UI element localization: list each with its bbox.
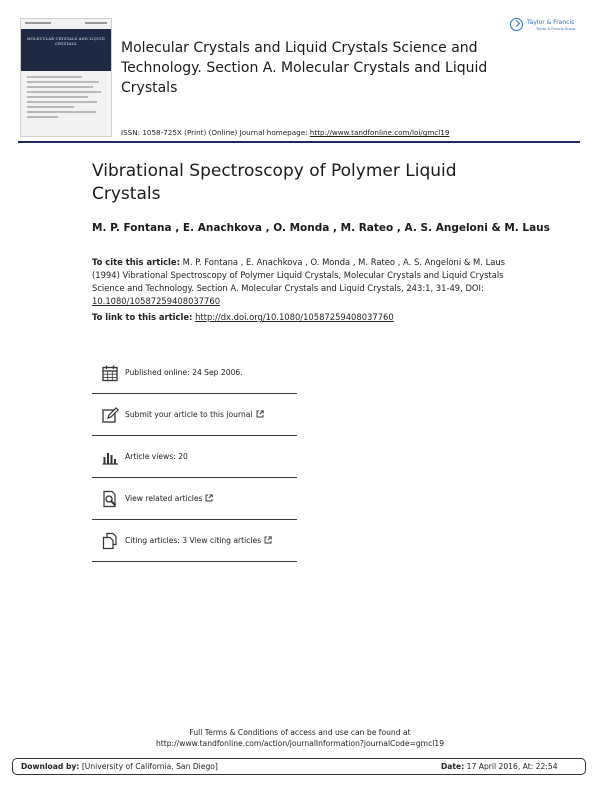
downloaded-by — [21, 762, 218, 771]
citation-block — [92, 256, 506, 308]
article-authors: M. P. Fontana , E. Anachkova , O. Monda , M. Rateo , A. S. Angeloni & M. Laus — [92, 222, 550, 234]
article-views-text: Article views: 20 — [125, 452, 188, 461]
date-label: Date: — [441, 762, 465, 771]
external-link-icon — [256, 410, 264, 418]
publisher-logo-text: Taylor & Francis — [527, 19, 575, 26]
calendar-icon — [101, 364, 119, 382]
issn-label: ISSN: 1058-725X (Print) (Online) Journal homepage: — [121, 128, 308, 137]
publisher-logo-icon — [510, 18, 523, 31]
download-date — [441, 762, 558, 771]
article-link-line — [92, 312, 394, 322]
cover-title: MOLECULAR CRYSTALS AND LIQUID CRYSTALS — [27, 37, 105, 46]
cover-band — [21, 29, 111, 71]
external-link-icon — [205, 494, 213, 502]
submit-article-row[interactable] — [92, 394, 297, 436]
citing-articles-row[interactable] — [92, 520, 297, 562]
article-title: Vibrational Spectroscopy of Polymer Liquid Crystals — [92, 161, 457, 204]
date-value: 17 April 2016, At: 22:54 — [466, 762, 558, 771]
published-online-text: Published online: 24 Sep 2006. — [125, 368, 243, 377]
publisher-logo[interactable] — [510, 15, 582, 37]
submit-article-text[interactable]: Submit your article to this journal — [125, 410, 264, 419]
issn-line — [121, 128, 449, 137]
published-online-row — [92, 352, 297, 394]
terms-url[interactable]: http://www.tandfonline.com/action/journalInformation?journalCode=gmcl19 — [155, 739, 445, 748]
cover-contents-lines — [27, 76, 105, 121]
downloaded-by-label: Download by: — [21, 762, 80, 771]
header-divider — [18, 141, 580, 143]
downloaded-by-value: [University of California, San Diego] — [81, 762, 218, 771]
search-document-icon — [101, 490, 119, 508]
cite-text: M. P. Fontana , E. Anachkova , O. Monda , M. Rateo , A. S. Angeloni & M. Laus (1994) Vibrational Spectroscopy of Polymer Liquid Crystals, Molecular Crystals and Liquid Crystals Science and Technology. Section A. Molecular Crystals and Liquid Crystals, 243:1, 31-49, DOI: — [92, 257, 506, 293]
edit-icon — [101, 406, 119, 424]
journal-cover-thumbnail — [20, 18, 112, 137]
external-link-icon — [264, 536, 272, 544]
citing-articles-icon — [101, 532, 119, 550]
link-label: To link to this article: — [92, 312, 193, 322]
journal-homepage-link[interactable]: http://www.tandfonline.com/loi/gmcl19 — [309, 128, 450, 137]
bar-chart-icon — [101, 448, 119, 466]
download-info-box — [12, 758, 586, 775]
doi-link[interactable]: 10.1080/10587259408037760 — [92, 296, 221, 306]
terms-notice — [0, 727, 600, 749]
cite-label: To cite this article: — [92, 257, 180, 267]
terms-line-1: Full Terms & Conditions of access and use can be found at — [189, 728, 411, 737]
journal-title: Molecular Crystals and Liquid Crystals Science and Technology. Section A. Molecular Crystals and Liquid Crystals — [121, 40, 488, 96]
related-articles-text[interactable]: View related articles — [125, 494, 213, 503]
article-info-list — [92, 352, 297, 562]
article-views-row — [92, 436, 297, 478]
cover-decoration — [25, 22, 51, 24]
citing-articles-text[interactable]: Citing articles: 3 View citing articles — [125, 536, 272, 545]
related-articles-row[interactable] — [92, 478, 297, 520]
publisher-logo-subtext: Taylor & Francis Group — [536, 27, 576, 31]
article-permalink[interactable]: http://dx.doi.org/10.1080/10587259408037760 — [195, 312, 394, 322]
cover-decoration — [85, 22, 107, 24]
